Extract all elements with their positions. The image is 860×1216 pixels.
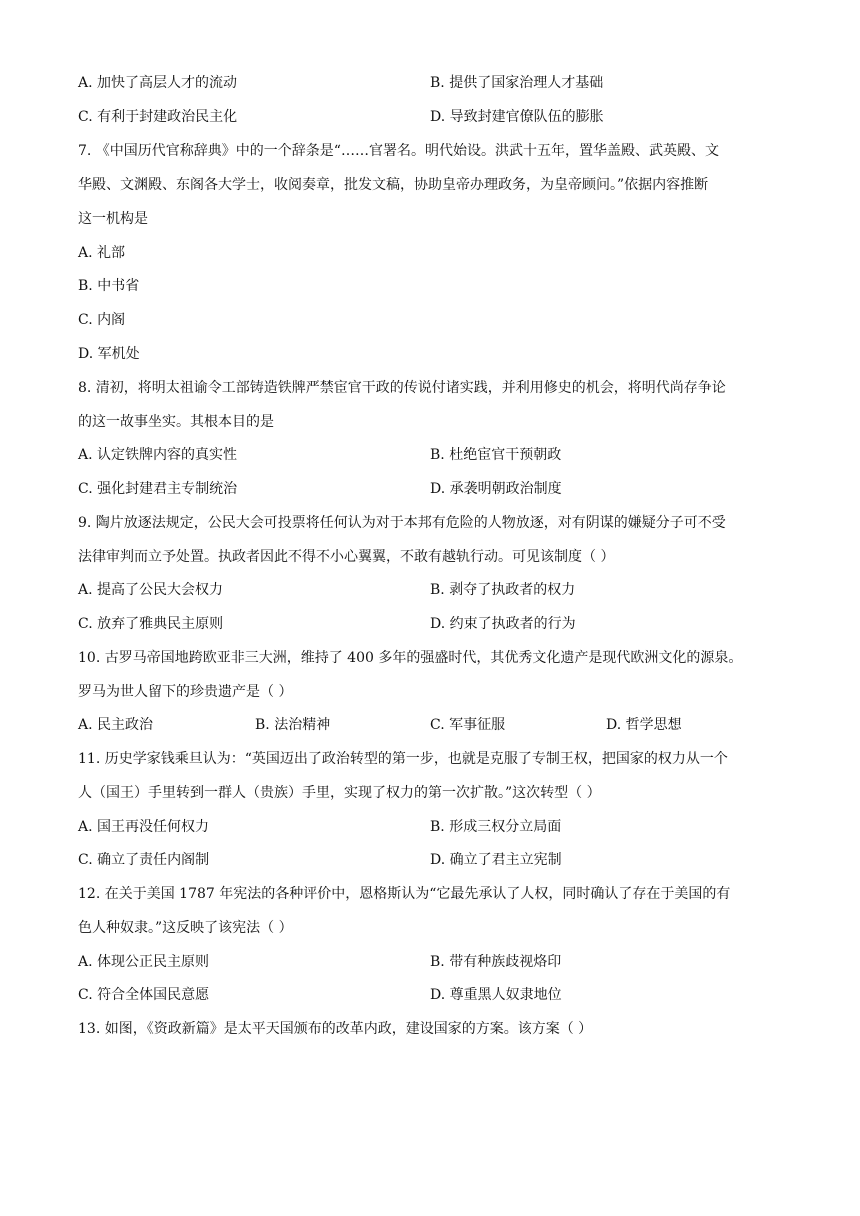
q9-option-c: C. 放弃了雅典民主原则 (78, 616, 224, 632)
q12-option-a: A. 体现公正民主原则 (78, 954, 210, 970)
q11-option-b: B. 形成三权分立局面 (430, 819, 562, 835)
q8-option-d: D. 承袭明朝政治制度 (430, 481, 562, 497)
q11-stem-line-1: 11. 历史学家钱乘旦认为：“英国迈出了政治转型的第一步，也就是克服了专制王权，把国家的权力从一个 (78, 751, 728, 767)
q11-option-a: A. 国王再没任何权力 (78, 819, 210, 835)
q8-option-b: B. 杜绝宦官干预朝政 (430, 447, 562, 463)
q7-option-a: A. 礼部 (78, 245, 126, 261)
q10-stem-line-2: 罗马为世人留下的珍贵遗产是（ ） (78, 684, 293, 700)
q6-option-a: A. 加快了高层人才的流动 (78, 75, 238, 91)
q10-option-b: B. 法治精神 (255, 717, 331, 733)
q7-stem-line-2: 华殿、文渊殿、东阁各大学士，收阅奏章，批发文稿，协助皇帝办理政务，为皇帝顾问。”依据内容推断 (78, 177, 709, 193)
q12-stem-line-2: 色人种奴隶。”这反映了该宪法（ ） (78, 920, 293, 936)
q10-option-d: D. 哲学思想 (606, 717, 682, 733)
q7-option-b: B. 中书省 (78, 278, 140, 294)
q7-option-d: D. 军机处 (78, 346, 140, 362)
q6-option-d: D. 导致封建官僚队伍的膨胀 (430, 109, 604, 125)
q9-option-b: B. 剥夺了执政者的权力 (430, 582, 576, 598)
q11-option-c: C. 确立了责任内阁制 (78, 852, 210, 868)
q9-stem-line-1: 9. 陶片放逐法规定，公民大会可投票将任何认为对于本邦有危险的人物放逐，对有阴谋的嫌疑分子可不受 (78, 515, 726, 531)
q6-option-b: B. 提供了国家治理人才基础 (430, 75, 604, 91)
q12-option-c: C. 符合全体国民意愿 (78, 987, 210, 1003)
q6-option-c: C. 有利于封建政治民主化 (78, 109, 238, 125)
q7-stem-line-1: 7. 《中国历代官称辞典》中的一个辞条是“……官署名。明代始设。洪武十五年，置华盖殿、武英殿、文 (78, 143, 719, 159)
q8-stem-line-2: 的这一故事坐实。其根本目的是 (78, 414, 274, 430)
q12-option-b: B. 带有种族歧视烙印 (430, 954, 562, 970)
q8-stem-line-1: 8. 清初，将明太祖谕令工部铸造铁牌严禁宦官干政的传说付诸实践，并利用修史的机会，将明代尚存争论 (78, 380, 726, 396)
q7-stem-line-3: 这一机构是 (78, 211, 148, 227)
q13-stem-line-1: 13. 如图，《资政新篇》是太平天国颁布的改革内政，建设国家的方案。该方案（ ） (78, 1021, 593, 1037)
q12-stem-line-1: 12. 在关于美国 1787 年宪法的各种评价中，恩格斯认为“它最先承认了人权，同时确认了存在于美国的有 (78, 886, 731, 902)
q8-option-c: C. 强化封建君主专制统治 (78, 481, 238, 497)
q7-option-c: C. 内阁 (78, 312, 126, 328)
q8-option-a: A. 认定铁牌内容的真实性 (78, 447, 238, 463)
q10-option-a: A. 民主政治 (78, 717, 154, 733)
q9-option-a: A. 提高了公民大会权力 (78, 582, 224, 598)
q9-stem-line-2: 法律审判而立予处置。执政者因此不得不小心翼翼，不敢有越轨行动。可见该制度（ ） (78, 549, 615, 565)
q11-option-d: D. 确立了君主立宪制 (430, 852, 562, 868)
q9-option-d: D. 约束了执政者的行为 (430, 616, 576, 632)
q10-option-c: C. 军事征服 (430, 717, 506, 733)
q12-option-d: D. 尊重黑人奴隶地位 (430, 987, 562, 1003)
q11-stem-line-2: 人（国王）手里转到一群人（贵族）手里，实现了权力的第一次扩散。”这次转型（ ） (78, 785, 601, 801)
q10-stem-line-1: 10. 古罗马帝国地跨欧亚非三大洲，维持了 400 多年的强盛时代，其优秀文化遗产是现代欧洲文化的源泉。 (78, 650, 743, 666)
